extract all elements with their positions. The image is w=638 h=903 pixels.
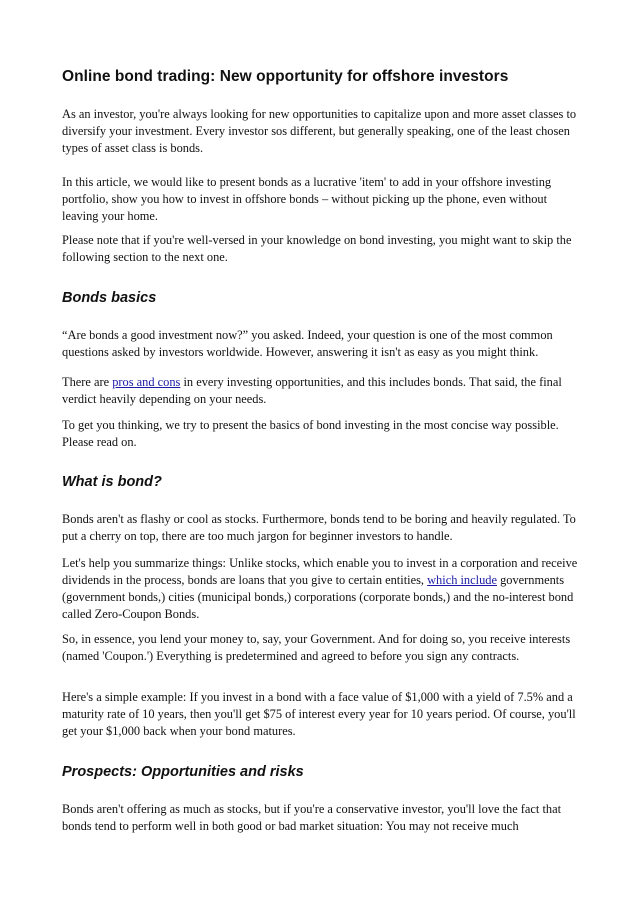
section-heading-what-is-bond: What is bond?	[62, 474, 162, 490]
document-page	[62, 0, 584, 903]
intro-paragraph-3: Please note that if you're well-versed in your knowledge on bond investing, you might want to skip the following section to the next one.	[62, 233, 572, 264]
paragraph-text: in every investing opportunities, and this includes bonds. That said, the final verdict heavily depending on your needs.	[62, 375, 562, 406]
paragraph-text: governments (government bonds,) cities (municipal bonds,) corporations (corporate bonds,) and the no-interest bond called Zero-Coupon Bonds.	[62, 573, 574, 621]
what-is-bond-paragraph-1: Bonds aren't as flashy or cool as stocks. Furthermore, bonds tend to be boring and heavily regulated. To put a cherry on top, there are too much jargon for beginner investors to handle.	[62, 512, 576, 543]
document-title: Online bond trading: New opportunity for offshore investors	[62, 68, 509, 85]
pros-and-cons-link[interactable]: pros and cons	[112, 375, 181, 389]
section-heading-prospects: Prospects: Opportunities and risks	[62, 764, 304, 780]
which-include-link[interactable]: which include	[427, 573, 497, 587]
intro-paragraph-2: In this article, we would like to present bonds as a lucrative 'item' to add in your offshore investing portfolio, show you how to invest in offshore bonds – without picking up the phone, even without leaving your home.	[62, 175, 552, 223]
bonds-basics-paragraph-3: To get you thinking, we try to present the basics of bond investing in the most concise way possible. Please read on.	[62, 418, 559, 449]
intro-paragraph-1: As an investor, you're always looking for new opportunities to capitalize upon and more asset classes to diversify your investment. Every investor sos different, but generally speaking, one of the least chosen types of asset class is bonds.	[62, 107, 577, 155]
what-is-bond-paragraph-2	[62, 555, 584, 623]
what-is-bond-paragraph-4: Here's a simple example: If you invest in a bond with a face value of $1,000 with a yield of 7.5% and a maturity rate of 10 years, then you'll get $75 of interest every year for 10 years period. Of course, you'll get your $1,000 back when your bond matures.	[62, 690, 576, 738]
section-heading-bonds-basics: Bonds basics	[62, 290, 157, 306]
paragraph-text: Let's help you summarize things: Unlike stocks, which enable you to invest in a corporation and receive dividends in the process, bonds are loans that you give to certain entities,	[62, 556, 578, 587]
what-is-bond-paragraph-3: So, in essence, you lend your money to, say, your Government. And for doing so, you receive interests (named 'Coupon.') Everything is predetermined and agreed to before you sign any contracts.	[62, 632, 571, 663]
bonds-basics-paragraph-1: “Are bonds a good investment now?” you asked. Indeed, your question is one of the most common questions asked by investors worldwide. However, answering it isn't as easy as you might think.	[62, 328, 553, 359]
bonds-basics-paragraph-2	[62, 374, 584, 408]
prospects-paragraph-1: Bonds aren't offering as much as stocks, but if you're a conservative investor, you'll love the fact that bonds tend to perform well in both good or bad market situation: You may not receive much	[62, 802, 562, 833]
paragraph-text: There are	[62, 375, 113, 389]
